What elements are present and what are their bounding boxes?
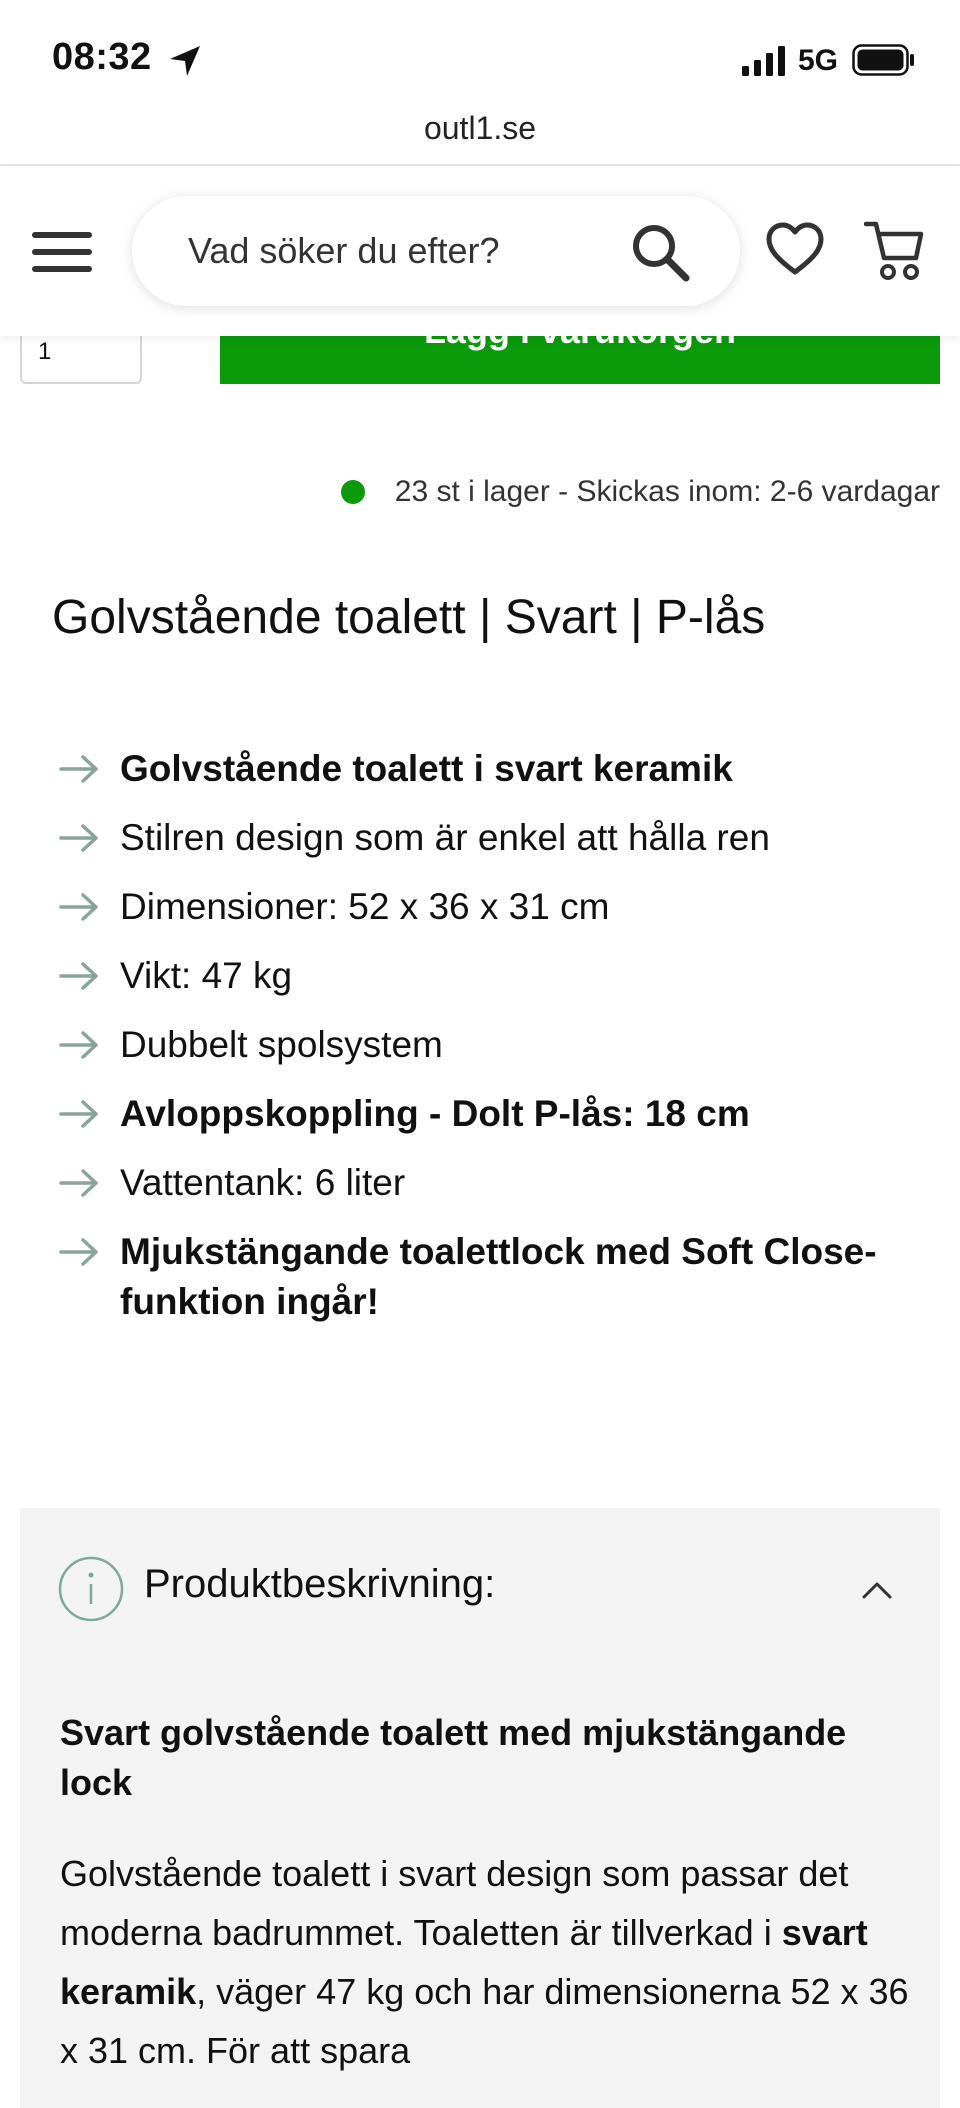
description-text-part: , väger 47 kg och har dimensionerna 52 x 36 x 31 cm. För att spara	[60, 1971, 909, 2071]
arrow-right-icon	[58, 1089, 100, 1139]
feature-text: Vattentank: 6 liter	[120, 1162, 406, 1203]
site-header	[0, 166, 960, 336]
chevron-up-icon[interactable]	[860, 1578, 894, 1602]
feature-text: Vikt: 47 kg	[120, 955, 293, 996]
feature-item	[58, 1227, 918, 1327]
url-bar[interactable]	[0, 110, 960, 166]
arrow-right-icon	[58, 951, 100, 1001]
cart-icon[interactable]	[864, 218, 924, 282]
feature-item	[58, 1158, 918, 1208]
arrow-right-icon	[58, 882, 100, 932]
feature-text: Dubbelt spolsystem	[120, 1024, 443, 1065]
location-arrow-icon	[168, 44, 202, 78]
description-text	[60, 1844, 920, 2080]
network-label: 5G	[798, 44, 839, 77]
description-text-bold: svart keramik	[60, 1912, 868, 2012]
feature-item	[58, 744, 918, 794]
description-text-part: Golvstående toalett i svart design som passar det moderna badrummet. Toaletten är tillverkad i	[60, 1853, 849, 1953]
info-icon	[58, 1556, 124, 1622]
quantity-input[interactable]: 1	[20, 316, 142, 384]
stock-indicator-dot	[341, 480, 365, 504]
menu-icon[interactable]	[32, 230, 92, 274]
arrow-right-icon	[58, 1158, 100, 1208]
arrow-right-icon	[58, 813, 100, 863]
feature-item	[58, 1089, 918, 1139]
search-icon[interactable]	[628, 220, 692, 284]
description-heading: Svart golvstående toalett med mjukstängande lock	[60, 1712, 847, 1803]
url-text: outl1.se	[423, 110, 537, 146]
feature-item	[58, 882, 918, 932]
product-title: Golvstående toalett | Svart | P-lås	[52, 591, 766, 644]
arrow-right-icon	[58, 1227, 100, 1277]
status-time: 08:32	[52, 36, 152, 78]
feature-list	[58, 744, 918, 1346]
accordion-toggle[interactable]: Produktbeskrivning:	[144, 1562, 496, 1606]
feature-text: Avloppskoppling - Dolt P-lås: 18 cm	[120, 1093, 750, 1134]
arrow-right-icon	[58, 744, 100, 794]
feature-text: Mjukstängande toalettlock med Soft Close-funktion ingår!	[120, 1231, 877, 1322]
product-description-panel	[20, 1508, 940, 2108]
status-bar	[0, 0, 960, 110]
feature-item	[58, 813, 918, 863]
feature-text: Dimensioner: 52 x 36 x 31 cm	[120, 886, 610, 927]
signal-icon	[742, 46, 786, 76]
stock-status	[0, 470, 940, 514]
feature-text: Stilren design som är enkel att hålla ren	[120, 817, 770, 858]
heart-icon[interactable]	[766, 222, 824, 276]
feature-item	[58, 951, 918, 1001]
battery-icon	[852, 44, 916, 76]
feature-item	[58, 1020, 918, 1070]
stock-text: 23 st i lager - Skickas inom: 2-6 vardagar	[394, 475, 940, 508]
search-box	[132, 196, 740, 306]
search-input[interactable]	[186, 224, 616, 278]
feature-text: Golvstående toalett i svart keramik	[120, 748, 733, 789]
arrow-right-icon	[58, 1020, 100, 1070]
